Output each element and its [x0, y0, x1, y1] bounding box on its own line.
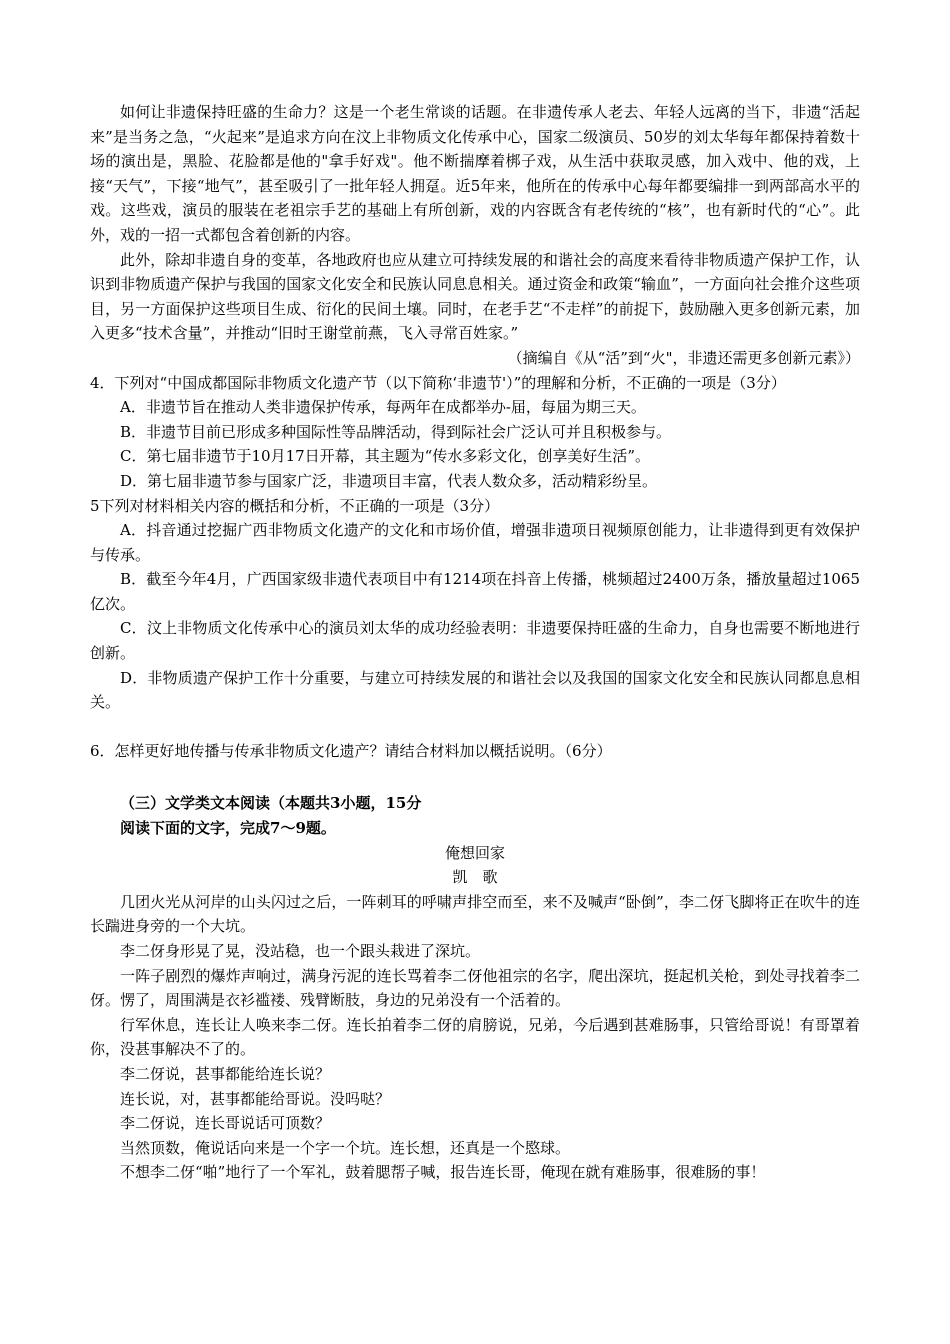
passage-source: （摘编自《从“活”到“火"，非遗还需更多创新元素》）	[507, 348, 860, 367]
question-4-option-a: A．非遗节旨在推动人类非遗保护传承，每两年在成都举办-届，每届为期三天。	[120, 398, 646, 417]
story-paragraph: 李二伢说，甚事都能给连长说？	[120, 1064, 331, 1083]
spacer	[90, 763, 860, 791]
story-paragraph: 一阵子剧烈的爆炸声响过，满身污泥的连长骂着李二伢他祖宗的名字，爬出深坑，挺起机关枪，到处寻找着李二伢。愣了，周围满是衣衫褴褛、残臂断肢，身边的兄弟没有一个活着的。	[90, 966, 860, 1010]
question-5-option-a: A．抖音通过挖掘广西非物质文化遗产的文化和市场价值，增强非遗项日视频原创能力，让非遗得到更有效保护与传承。	[90, 521, 860, 564]
question-5-stem: 5下列对材料相关内容的概括和分析，不正确的一项是（3分）	[90, 496, 500, 515]
passage-paragraph-1: 如何让非遗保持旺盛的生命力？这是一个老生常谈的话题。在非遗传承人老去、年轻人远离的当下，非遗“活起来”是当务之急，“火起来”是追求方向在汶上非物质文化传承中心，国家二级演员、50岁的刘太华每年都保持着数十场的演出是，黑脸、花脸都是他的"拿手好戏"。他不断揣摩着梆子戏，从生活中获取灵感，加入戏中、他的戏，上接“天气”，下接“地气”，甚至吸引了一批年轻人拥趸。近5年来，他所在的传承中心每年都要编排一到两部高水平的戏。这些戏，演员的服装在老祖宗手艺的基础上有所创新，戏的内容既含有老传统的“核”，也有新时代的“心”。此外，戏的一招一式都包含着创新的内容。	[90, 103, 860, 244]
story-author: 凯 歌	[452, 868, 498, 887]
question-4-option-c: C．第七届非遗节于10月17日开幕，其主题为“传水多彩文化，创享美好生活”。	[120, 447, 650, 466]
story-paragraph: 连长说，对，甚事都能给哥说。没吗哒？	[120, 1089, 391, 1108]
story-paragraph: 行军休息，连长让人唤来李二伢。连长拍着李二伢的肩膀说，兄弟，今后遇到甚难肠事，只管给哥说！有哥罩着你，没甚事解决不了的。	[90, 1015, 860, 1059]
story-paragraph: 李二伢身形晃了晃，没站稳，也一个跟头栽进了深坑。	[120, 942, 481, 960]
spacer	[90, 715, 860, 739]
story-paragraph: 几团火光从河岸的山头闪过之后，一阵刺耳的呼啸声排空而至，来不及喊声“卧倒”，李二伢飞脚将正在吹牛的连长踹进身旁的一个大坑。	[90, 892, 860, 936]
section-3-heading: （三）文学类文本阅读（本题共3小题，15分	[120, 794, 422, 813]
question-4-stem: 4．下列对“中国成都国际非物质文化遗产节（以下简称‘非遗节'）”的理解和分析，不正确的一项是（3分）	[90, 373, 786, 392]
question-6-stem: 6．怎样更好地传播与传承非物质文化遗产？请结合材料加以概括说明。（6分）	[90, 741, 612, 760]
document-page	[90, 100, 860, 1185]
story-paragraph: 不想李二伢“啪”地行了一个军礼，鼓着腮帮子喊，报告连长哥，俺现在就有难肠事，很难肠的事！	[120, 1163, 766, 1182]
story-paragraph: 当然顶数，俺说话向来是一个字一个坑。连长想，还真是一个愍球。	[120, 1138, 571, 1157]
question-5-option-d: D．非物质遗产保护工作十分重要，与建立可持续发展的和谐社会以及我国的国家文化安全和民族认同都息息相关。	[90, 668, 860, 712]
question-5-option-b: B．截至今年4月，广西国家级非遗代表项目中有1214项在抖音上传播，桃频超过2400万条，播放量超过1065亿次。	[90, 570, 860, 613]
section-3-instruction: 阅读下面的文字，完成7～9题。	[120, 819, 336, 838]
question-4-option-d: D．第七届非遗节参与国家广泛，非遗项目丰富，代表人数众多，活动精彩纷呈。	[120, 471, 658, 490]
question-4-option-b: B．非遗节目前已形成多种国际性等品牌活动，得到际社会广泛认可并且积极参与。	[120, 422, 672, 441]
story-title: 俺想回家	[444, 843, 505, 862]
passage-paragraph-2: 此外，除却非遗自身的变革，各地政府也应从建立可持续发展的和谐社会的高度来看待非物质遗产保护工作，认识到非物质遗产保护与我国的国家文化安全和民族认同息息相关。通过资金和政策“输血”，一方面向社会推介这些项目，另一方面保护这些项目生成、衍化的民间土壤。同时，在老手艺“不走样”的前捉下，鼓励融入更多创新元素，加入更多“技术含量”，并推动“旧时王谢堂前燕，飞入寻常百姓家。”	[90, 250, 860, 343]
question-5-option-c: C．汶上非物质文化传承中心的演员刘太华的成功经验表明：非遗要保持旺盛的生命力，自身也需要不断地进行创新。	[90, 619, 860, 663]
story-paragraph: 李二伢说，连长哥说话可顶数？	[120, 1114, 331, 1133]
